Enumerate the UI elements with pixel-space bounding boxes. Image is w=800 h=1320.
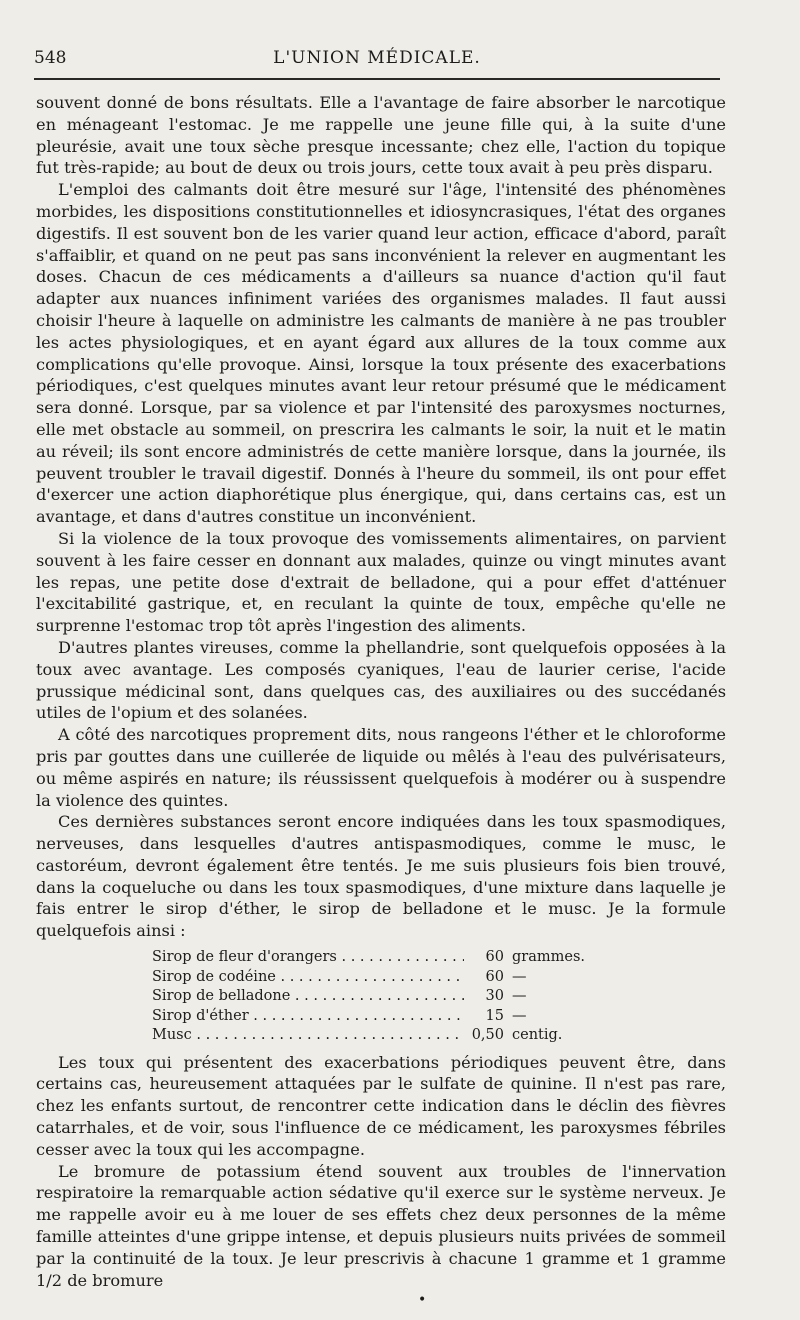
paragraph: souvent donné de bons résultats. Elle a l'avantage de faire absorber le narcotique en ménageant l'estomac. Je me rappelle une jeune fille qui, à la suite d'une pleurésie, avait une toux sèche presque incessante; chez elle, l'action du topique fut très-rapide; au bout de deux ou trois jours, cette toux avait à peu près disparu. — [36, 93, 726, 178]
page-number: 548 — [34, 48, 67, 68]
running-header — [34, 48, 720, 74]
recipe-ingredient: Sirop de codéine . . . — [152, 968, 464, 988]
recipe-unit: — — [512, 968, 527, 985]
recipe-unit: — — [512, 1007, 527, 1024]
recipe-quantity: 0,50 — [471, 1027, 504, 1044]
signature-mark: • — [418, 1292, 427, 1308]
recipe-row — [152, 948, 592, 968]
paragraph: Ces dernières substances seront encore indiquées dans les toux spasmodiques, nerveuses, dans lesquelles d'autres antispasmodiques, comme le musc, le castoréum, devront également être tentés. Je me suis plusieurs fois bien trouvé, dans la coqueluche ou dans les toux spasmodiques, d'une mixture dans laquelle je fais entrer le sirop d'éther, le sirop de belladone et le musc. Je la formule quelquefois ainsi : — [36, 812, 726, 941]
paragraph: Les toux qui présentent des exacerbations périodiques peuvent être, dans certains cas, heureusement attaquées par le sulfate de quinine. Il n'est pas rare, chez les enfants surtout, de rencontrer cette indication dans le déclin des fièvres catarrhales, et de voir, sous l'influence de ce médicament, les paroxysmes fébriles cesser avec la toux qui les accompagne. — [36, 1052, 726, 1159]
paragraph: A côté des narcotiques proprement dits, nous rangeons l'éther et le chloroforme pris par gouttes dans une cuillerée de liquide ou mêlés à l'eau des pulvérisateurs, ou même aspirés en nature; ils réussissent quelquefois à modérer ou à suspendre la violence des quintes. — [36, 725, 726, 810]
recipe-unit: grammes. — [512, 949, 585, 966]
paragraph: L'emploi des calmants doit être mesuré sur l'âge, l'intensité des phénomènes morbides, les dispositions constitutionnelles et idiosyncrasiques, l'état des organes digestifs. Il est souvent bon de les varier quand leur action, efficace d'abord, paraît s'affaiblir, et quand on ne peut pas sans inconvénient la relever en augmentant les doses. Chacun de ces médicaments a d'ailleurs sa nuance d'action qu'il faut adapter aux nuances infiniment variées des organismes malades. Il faut aussi choisir l'heure à laquelle on administre les calmants de manière à ne pas troubler les actes physiologiques, et en ayant égard aux allures de la toux comme aux complications qu'elle provoque. Ainsi, lorsque la toux présente des exacerbations périodiques, c'est quelques minutes avant leur retour présumé que le médicament sera donné. Lorsque, par sa violence et par l'intensité des paroxysmes nocturnes, elle met obstacle au sommeil, on prescrira les calmants le soir, la nuit et le matin au réveil; ils sont encore administrés de cette manière lorsque, dans la journée, ils peuvent troubler le travail digestif. Donnés à l'heure du sommeil, ils ont pour effet d'exercer une action diaphorétique plus énergique, qui, dans certains cas, est un avantage, et dans d'autres constitue un inconvénient. — [36, 180, 726, 527]
recipe-formula — [152, 948, 592, 1046]
recipe-ingredient: Musc . . . — [152, 1026, 464, 1046]
paragraph: D'autres plantes vireuses, comme la phellandrie, sont quelquefois opposées à la toux avec avantage. Les composés cyaniques, l'eau de laurier cerise, l'acide prussique médicinal sont, dans quelques cas, des auxiliaires ou des succédanés utiles de l'opium et des solanées. — [36, 637, 726, 723]
header-rule — [34, 78, 720, 80]
recipe-quantity: 15 — [485, 1007, 504, 1024]
recipe-unit: — — [512, 988, 527, 1005]
recipe-ingredient: Sirop d'éther . . . — [152, 1007, 464, 1027]
journal-title: L'UNION MÉDICALE. — [273, 48, 481, 68]
recipe-ingredient: Sirop de belladone . . . — [152, 987, 464, 1007]
body-text — [36, 92, 726, 1291]
recipe-row — [152, 1026, 592, 1046]
recipe-ingredient: Sirop de fleur d'orangers . . . — [152, 948, 464, 968]
recipe-quantity: 60 — [485, 949, 504, 966]
paragraph: Le bromure de potassium étend souvent aux troubles de l'innervation respiratoire la remarquable action sédative qu'il exerce sur le système nerveux. Je me rappelle avoir eu à me louer de ses effets chez deux personnes de la même famille atteintes d'une grippe intense, et depuis plusieurs nuits privées de sommeil par la continuité de la toux. Je leur prescrivis à chacune 1 gramme et 1 gramme 1/2 de bromure — [36, 1161, 726, 1290]
recipe-row — [152, 968, 592, 988]
recipe-quantity: 30 — [485, 988, 504, 1005]
recipe-row — [152, 987, 592, 1007]
paragraph: Si la violence de la toux provoque des vomissements alimentaires, on parvient souvent à les faire cesser en donnant aux malades, quinze ou vingt minutes avant les repas, une petite dose d'extrait de belladone, qui a pour effet d'atténuer l'excitabilité gastrique, et, en reculant la quinte de toux, empêche qu'elle ne surprenne l'estomac trop tôt après l'ingestion des aliments. — [36, 528, 726, 636]
recipe-unit: centig. — [512, 1027, 563, 1044]
recipe-row — [152, 1007, 592, 1027]
recipe-quantity: 60 — [485, 968, 504, 985]
